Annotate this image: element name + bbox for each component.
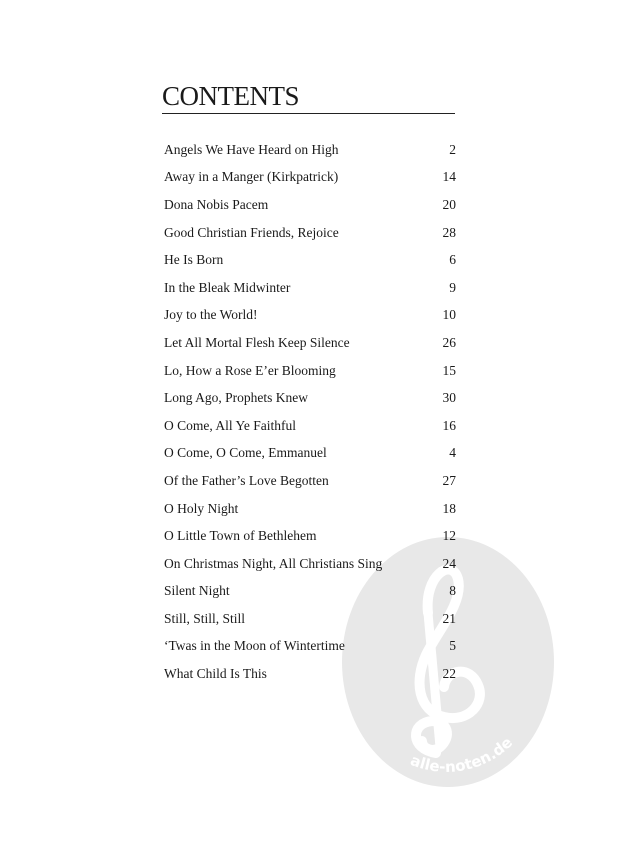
toc-entry-title: O Little Town of Bethlehem — [164, 528, 317, 544]
toc-entry-page-number: 16 — [442, 417, 456, 433]
toc-entry-title: Dona Nobis Pacem — [164, 196, 269, 212]
toc-entry-title: He Is Born — [164, 252, 224, 268]
toc-entry-page-number: 20 — [442, 196, 456, 212]
toc-entry — [164, 633, 456, 661]
toc-entry-page-number: 22 — [442, 666, 456, 682]
toc-entry-title: O Come, All Ye Faithful — [164, 417, 297, 433]
toc-entry — [164, 522, 456, 550]
toc-entry — [164, 357, 456, 385]
toc-entry-page-number: 2 — [449, 141, 456, 157]
toc-entry-title: Lo, How a Rose E’er Blooming — [164, 362, 336, 378]
watermark-text: alle-noten.de — [407, 733, 516, 776]
toc-entry-title: Still, Still, Still — [164, 610, 246, 626]
toc-entry — [164, 440, 456, 468]
toc-entry — [164, 274, 456, 302]
toc-entry-title: What Child Is This — [164, 666, 267, 682]
toc-entry-page-number: 15 — [442, 362, 456, 378]
toc-entry-page-number: 28 — [442, 224, 456, 240]
toc-entry — [164, 605, 456, 633]
toc-entry-page-number: 5 — [449, 638, 456, 654]
toc-entry-page-number: 27 — [442, 472, 456, 488]
toc-entry — [164, 412, 456, 440]
toc-entry-page-number: 4 — [449, 445, 456, 461]
toc-entry — [164, 578, 456, 606]
toc-entry — [164, 495, 456, 523]
toc-entry-title: On Christmas Night, All Christians Sing — [164, 555, 383, 571]
toc-entry — [164, 246, 456, 274]
toc-entry — [164, 164, 456, 192]
toc-entry-page-number: 26 — [442, 334, 456, 350]
toc-entry-title: Silent Night — [164, 583, 230, 599]
toc-entry-page-number: 14 — [442, 169, 456, 185]
page-title: CONTENTS — [162, 81, 299, 111]
toc-entry-page-number: 9 — [449, 279, 456, 295]
toc-entry-page-number: 12 — [442, 528, 456, 544]
toc-entry-page-number: 18 — [442, 500, 456, 516]
toc-entry-title: Let All Mortal Flesh Keep Silence — [164, 334, 350, 350]
toc-entry-page-number: 21 — [442, 610, 456, 626]
toc-entry — [164, 219, 456, 247]
toc-entry-title: Joy to the World! — [164, 307, 258, 323]
toc-entry — [164, 550, 456, 578]
toc-entry-title: ‘Twas in the Moon of Wintertime — [164, 638, 345, 654]
toc-entry — [164, 329, 456, 357]
toc-entry-page-number: 24 — [442, 555, 456, 571]
toc-entry — [164, 302, 456, 330]
toc-entry-page-number: 30 — [442, 390, 456, 406]
toc-entry-title: O Come, O Come, Emmanuel — [164, 445, 327, 461]
toc-entry-title: Away in a Manger (Kirkpatrick) — [164, 169, 339, 185]
toc-entry-page-number: 6 — [449, 252, 456, 268]
toc-entry — [164, 136, 456, 164]
toc-entry — [164, 660, 456, 688]
toc-entry-page-number: 8 — [449, 583, 456, 599]
toc-entry-title: In the Bleak Midwinter — [164, 279, 291, 295]
toc-entry-title: Angels We Have Heard on High — [164, 141, 339, 157]
title-underline — [162, 113, 455, 114]
toc-entry-title: O Holy Night — [164, 500, 239, 516]
toc-entry-title: Long Ago, Prophets Knew — [164, 390, 308, 406]
toc-entry — [164, 467, 456, 495]
toc-entry — [164, 384, 456, 412]
table-of-contents — [164, 136, 456, 688]
toc-entry-title: Of the Father’s Love Begotten — [164, 472, 329, 488]
toc-entry-title: Good Christian Friends, Rejoice — [164, 224, 339, 240]
toc-entry — [164, 191, 456, 219]
toc-entry-page-number: 10 — [442, 307, 456, 323]
